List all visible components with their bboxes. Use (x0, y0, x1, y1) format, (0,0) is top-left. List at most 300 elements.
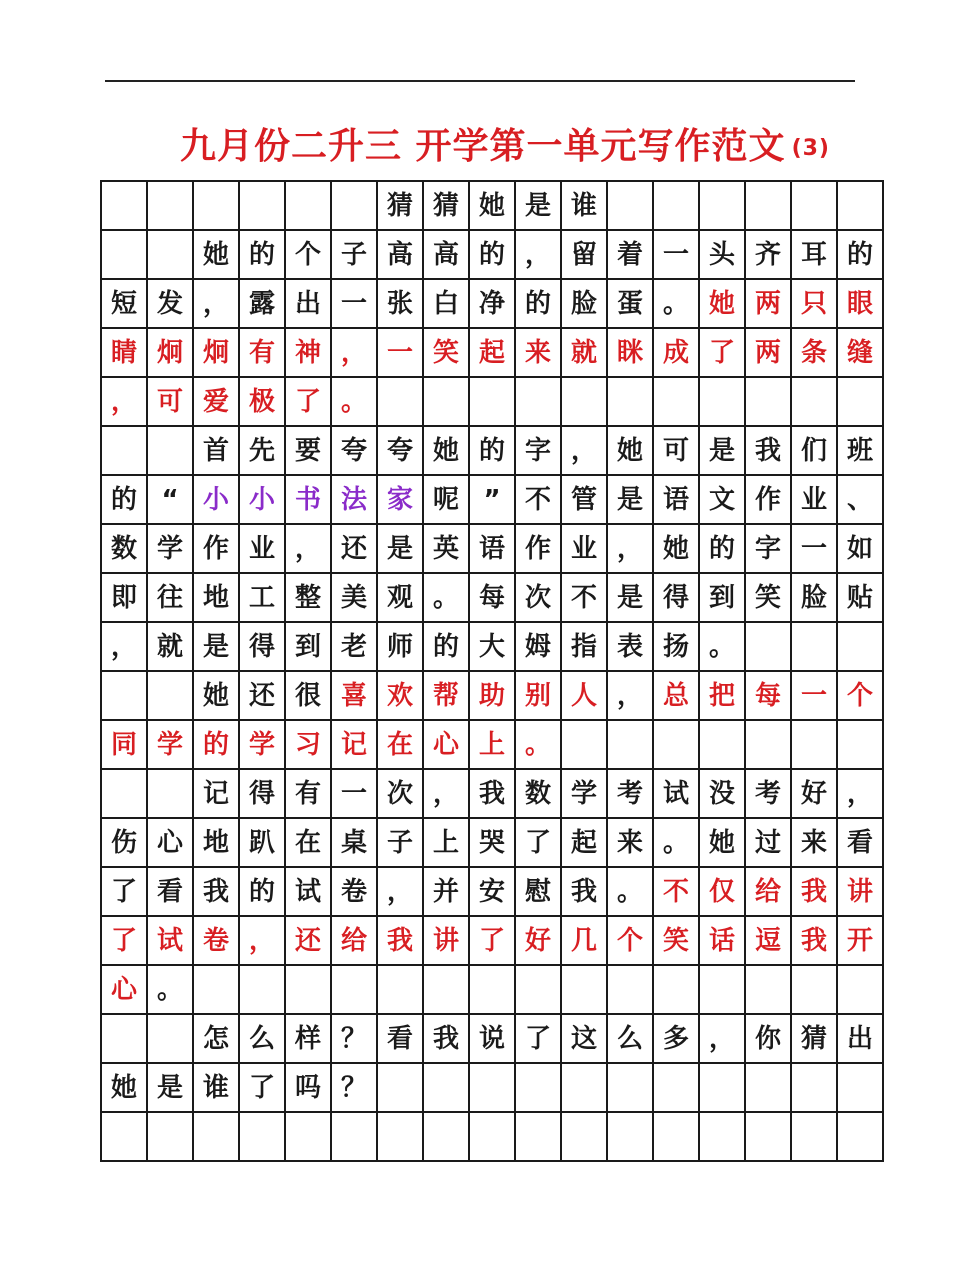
grid-cell-character: 趴 (239, 818, 285, 867)
grid-cell-character: ？ (331, 1014, 377, 1063)
grid-cell-character: 卷 (193, 916, 239, 965)
grid-cell-character: 记 (193, 769, 239, 818)
grid-cell-empty (653, 181, 699, 230)
grid-cell-character: 猜 (423, 181, 469, 230)
grid-cell-character: 可 (147, 377, 193, 426)
grid-cell-character: 谁 (561, 181, 607, 230)
grid-cell-character: 讲 (837, 867, 883, 916)
grid-cell-character: 作 (745, 475, 791, 524)
grid-cell-character: 她 (469, 181, 515, 230)
grid-cell-character: 来 (607, 818, 653, 867)
grid-cell-character: 了 (239, 1063, 285, 1112)
grid-cell-character: 了 (469, 916, 515, 965)
grid-cell-empty (837, 1112, 883, 1161)
grid-cell-empty (469, 965, 515, 1014)
grid-cell-character: 条 (791, 328, 837, 377)
grid-cell-character: 到 (285, 622, 331, 671)
grid-cell-character: 齐 (745, 230, 791, 279)
grid-cell-empty (193, 965, 239, 1014)
grid-cell-empty (561, 1063, 607, 1112)
grid-cell-empty (469, 1063, 515, 1112)
grid-cell-character: ， (331, 328, 377, 377)
grid-cell-character: 得 (239, 769, 285, 818)
grid-cell-character: 作 (515, 524, 561, 573)
grid-cell-empty (837, 622, 883, 671)
grid-cell-character: 考 (607, 769, 653, 818)
grid-cell-character: 的 (837, 230, 883, 279)
grid-cell-empty (561, 720, 607, 769)
grid-cell-character: 学 (239, 720, 285, 769)
grid-cell-empty (837, 965, 883, 1014)
grid-cell-empty (745, 965, 791, 1014)
grid-cell-character: 是 (607, 573, 653, 622)
grid-cell-character: 她 (193, 671, 239, 720)
grid-cell-character: 试 (653, 769, 699, 818)
grid-cell-character: 把 (699, 671, 745, 720)
grid-cell-character: 班 (837, 426, 883, 475)
grid-cell-character: 帮 (423, 671, 469, 720)
grid-cell-character: 先 (239, 426, 285, 475)
grid-cell-character: 慰 (515, 867, 561, 916)
grid-cell-empty (653, 965, 699, 1014)
grid-cell-character: 眯 (607, 328, 653, 377)
grid-cell-empty (147, 1112, 193, 1161)
grid-cell-character: 大 (469, 622, 515, 671)
grid-cell-empty (561, 1112, 607, 1161)
grid-cell-character: 出 (837, 1014, 883, 1063)
grid-cell-character: 猜 (791, 1014, 837, 1063)
grid-cell-empty (699, 965, 745, 1014)
grid-cell-character: 脸 (561, 279, 607, 328)
page-title (0, 118, 960, 169)
grid-cell-character: 逗 (745, 916, 791, 965)
grid-cell-character: 么 (607, 1014, 653, 1063)
grid-cell-empty (745, 181, 791, 230)
grid-cell-empty (239, 965, 285, 1014)
grid-cell-empty (699, 181, 745, 230)
grid-cell-character: 即 (101, 573, 147, 622)
grid-cell-character: ， (423, 769, 469, 818)
grid-cell-empty (285, 1112, 331, 1161)
grid-cell-empty (791, 1063, 837, 1112)
grid-cell-empty (699, 377, 745, 426)
grid-cell-character: 笑 (653, 916, 699, 965)
grid-cell-character: 的 (699, 524, 745, 573)
grid-cell-character: 业 (561, 524, 607, 573)
grid-cell-empty (837, 181, 883, 230)
grid-cell-empty (607, 377, 653, 426)
grid-cell-character: 。 (607, 867, 653, 916)
grid-cell-character: 贴 (837, 573, 883, 622)
grid-cell-character: 扬 (653, 622, 699, 671)
grid-row (101, 818, 883, 867)
grid-cell-character: 她 (423, 426, 469, 475)
grid-cell-character: 家 (377, 475, 423, 524)
grid-cell-character: 好 (515, 916, 561, 965)
grid-cell-character: 姆 (515, 622, 561, 671)
grid-cell-character: 是 (607, 475, 653, 524)
grid-cell-character: 一 (653, 230, 699, 279)
grid-cell-character: 多 (653, 1014, 699, 1063)
grid-cell-character: ， (607, 524, 653, 573)
grid-cell-character: 在 (285, 818, 331, 867)
grid-cell-character: 学 (561, 769, 607, 818)
grid-cell-character: 她 (699, 279, 745, 328)
grid-cell-character: 语 (469, 524, 515, 573)
grid-cell-character: 好 (791, 769, 837, 818)
grid-cell-character: 可 (653, 426, 699, 475)
grid-cell-character: 每 (745, 671, 791, 720)
grid-cell-character: 两 (745, 279, 791, 328)
grid-cell-empty (515, 1063, 561, 1112)
grid-cell-character: 。 (653, 279, 699, 328)
grid-cell-empty (331, 1112, 377, 1161)
grid-cell-character: 的 (101, 475, 147, 524)
grid-cell-empty (745, 622, 791, 671)
grid-cell-empty (561, 377, 607, 426)
grid-cell-character: 缝 (837, 328, 883, 377)
grid-cell-character: 次 (515, 573, 561, 622)
grid-cell-empty (147, 230, 193, 279)
grid-cell-character: 她 (653, 524, 699, 573)
grid-cell-empty (377, 377, 423, 426)
grid-cell-character: 眼 (837, 279, 883, 328)
grid-cell-character: 张 (377, 279, 423, 328)
grid-cell-character: 的 (515, 279, 561, 328)
grid-cell-character: 小 (239, 475, 285, 524)
grid-cell-character: 发 (147, 279, 193, 328)
grid-cell-character: 得 (653, 573, 699, 622)
grid-row (101, 1063, 883, 1112)
grid-cell-character: 了 (515, 1014, 561, 1063)
grid-row (101, 573, 883, 622)
grid-cell-character: 上 (423, 818, 469, 867)
grid-cell-character: 我 (791, 916, 837, 965)
grid-cell-character: 子 (331, 230, 377, 279)
grid-cell-character: 个 (607, 916, 653, 965)
grid-cell-character: 炯 (147, 328, 193, 377)
grid-cell-empty (745, 720, 791, 769)
grid-cell-character: 一 (331, 769, 377, 818)
grid-cell-character: 。 (423, 573, 469, 622)
grid-cell-empty (331, 181, 377, 230)
grid-cell-character: 不 (561, 573, 607, 622)
grid-row (101, 671, 883, 720)
grid-cell-empty (101, 426, 147, 475)
grid-cell-character: 的 (423, 622, 469, 671)
grid-cell-character: 习 (285, 720, 331, 769)
grid-cell-character: 高 (423, 230, 469, 279)
grid-cell-empty (423, 1063, 469, 1112)
grid-cell-empty (653, 720, 699, 769)
grid-cell-character: 她 (193, 230, 239, 279)
grid-cell-character: 学 (147, 524, 193, 573)
grid-cell-character: 观 (377, 573, 423, 622)
grid-cell-character: 业 (791, 475, 837, 524)
grid-cell-character: ” (469, 475, 515, 524)
grid-cell-empty (607, 1112, 653, 1161)
grid-cell-empty (607, 720, 653, 769)
grid-cell-character: 高 (377, 230, 423, 279)
grid-cell-empty (193, 1112, 239, 1161)
grid-cell-character: 一 (377, 328, 423, 377)
grid-cell-character: 心 (423, 720, 469, 769)
grid-cell-character: 。 (699, 622, 745, 671)
grid-cell-empty (423, 377, 469, 426)
grid-cell-character: 一 (791, 671, 837, 720)
grid-cell-empty (147, 1014, 193, 1063)
grid-cell-character: 给 (745, 867, 791, 916)
grid-cell-character: 几 (561, 916, 607, 965)
grid-cell-empty (147, 769, 193, 818)
grid-cell-character: 话 (699, 916, 745, 965)
grid-cell-empty (377, 965, 423, 1014)
grid-cell-character: 心 (101, 965, 147, 1014)
grid-row (101, 1014, 883, 1063)
grid-cell-empty (239, 1112, 285, 1161)
grid-cell-character: 数 (515, 769, 561, 818)
grid-cell-empty (607, 1063, 653, 1112)
grid-cell-empty (791, 181, 837, 230)
grid-cell-character: 了 (285, 377, 331, 426)
grid-cell-character: 在 (377, 720, 423, 769)
grid-cell-character: 讲 (423, 916, 469, 965)
grid-cell-empty (101, 769, 147, 818)
grid-cell-empty (607, 181, 653, 230)
grid-cell-character: 如 (837, 524, 883, 573)
grid-cell-character: 么 (239, 1014, 285, 1063)
grid-cell-character: 首 (193, 426, 239, 475)
grid-cell-empty (147, 671, 193, 720)
grid-cell-empty (147, 181, 193, 230)
grid-cell-character: 并 (423, 867, 469, 916)
grid-cell-empty (101, 230, 147, 279)
grid-cell-empty (699, 1063, 745, 1112)
grid-cell-empty (699, 1112, 745, 1161)
grid-cell-character: 师 (377, 622, 423, 671)
grid-cell-character: 不 (653, 867, 699, 916)
grid-cell-character: 同 (101, 720, 147, 769)
grid-cell-character: 我 (469, 769, 515, 818)
grid-cell-character: 仅 (699, 867, 745, 916)
grid-cell-character: 学 (147, 720, 193, 769)
grid-cell-character: 了 (699, 328, 745, 377)
grid-cell-character: 耳 (791, 230, 837, 279)
writing-grid (100, 180, 884, 1162)
grid-cell-character: 安 (469, 867, 515, 916)
grid-cell-character: ， (561, 426, 607, 475)
grid-cell-character: 笑 (423, 328, 469, 377)
grid-cell-character: ？ (331, 1063, 377, 1112)
grid-cell-character: 起 (469, 328, 515, 377)
grid-cell-character: 试 (147, 916, 193, 965)
grid-cell-character: 样 (285, 1014, 331, 1063)
grid-row (101, 524, 883, 573)
grid-cell-character: 要 (285, 426, 331, 475)
grid-cell-character: 呢 (423, 475, 469, 524)
grid-row (101, 230, 883, 279)
grid-cell-character: 我 (423, 1014, 469, 1063)
grid-cell-character: 是 (377, 524, 423, 573)
grid-row (101, 475, 883, 524)
grid-cell-character: 表 (607, 622, 653, 671)
grid-cell-character: 地 (193, 818, 239, 867)
grid-cell-character: 了 (515, 818, 561, 867)
grid-cell-empty (377, 1112, 423, 1161)
grid-cell-character: 有 (239, 328, 285, 377)
grid-cell-empty (101, 671, 147, 720)
grid-cell-character: 她 (607, 426, 653, 475)
grid-cell-character: 一 (331, 279, 377, 328)
grid-cell-empty (837, 377, 883, 426)
grid-cell-character: 法 (331, 475, 377, 524)
grid-row (101, 916, 883, 965)
grid-cell-character: 桌 (331, 818, 377, 867)
grid-cell-character: 小 (193, 475, 239, 524)
grid-cell-character: 你 (745, 1014, 791, 1063)
grid-cell-character: 。 (331, 377, 377, 426)
grid-cell-character: 没 (699, 769, 745, 818)
grid-cell-character: 是 (193, 622, 239, 671)
grid-cell-character: 说 (469, 1014, 515, 1063)
grid-cell-character: 每 (469, 573, 515, 622)
grid-cell-character: 上 (469, 720, 515, 769)
grid-cell-character: 美 (331, 573, 377, 622)
grid-cell-character: 我 (377, 916, 423, 965)
grid-cell-character: 一 (791, 524, 837, 573)
grid-cell-empty (699, 720, 745, 769)
grid-cell-character: 次 (377, 769, 423, 818)
grid-cell-character: 露 (239, 279, 285, 328)
grid-cell-character: 是 (515, 181, 561, 230)
grid-cell-character: 的 (469, 426, 515, 475)
grid-cell-empty (239, 181, 285, 230)
page-title-number: (3) (791, 136, 830, 161)
grid-cell-empty (101, 1014, 147, 1063)
page-title-main: 九月份二升三 开学第一单元写作范文 (180, 126, 786, 167)
grid-cell-character: 是 (699, 426, 745, 475)
grid-cell-character: 书 (285, 475, 331, 524)
grid-cell-character: 文 (699, 475, 745, 524)
grid-row (101, 279, 883, 328)
grid-cell-character: 到 (699, 573, 745, 622)
grid-cell-empty (653, 1063, 699, 1112)
grid-cell-empty (791, 965, 837, 1014)
grid-cell-empty (469, 377, 515, 426)
grid-cell-character: 整 (285, 573, 331, 622)
grid-cell-character: 她 (699, 818, 745, 867)
grid-cell-character: 就 (147, 622, 193, 671)
grid-cell-character: ， (239, 916, 285, 965)
grid-cell-character: ， (101, 377, 147, 426)
grid-cell-character: 极 (239, 377, 285, 426)
grid-cell-character: ， (193, 279, 239, 328)
grid-cell-empty (791, 720, 837, 769)
grid-cell-empty (285, 181, 331, 230)
grid-cell-empty (791, 1112, 837, 1161)
grid-cell-character: 个 (837, 671, 883, 720)
grid-cell-empty (791, 377, 837, 426)
grid-cell-character: 往 (147, 573, 193, 622)
grid-cell-character: 谁 (193, 1063, 239, 1112)
grid-cell-character: 的 (239, 230, 285, 279)
grid-cell-character: 神 (285, 328, 331, 377)
grid-cell-empty (745, 1112, 791, 1161)
grid-cell-character: 、 (837, 475, 883, 524)
grid-cell-character: 业 (239, 524, 285, 573)
grid-cell-character: 短 (101, 279, 147, 328)
grid-cell-character: 成 (653, 328, 699, 377)
grid-row (101, 720, 883, 769)
grid-cell-character: 字 (745, 524, 791, 573)
grid-cell-character: 来 (515, 328, 561, 377)
grid-row (101, 328, 883, 377)
grid-cell-character: 字 (515, 426, 561, 475)
grid-cell-character: 别 (515, 671, 561, 720)
grid-cell-character: 夸 (377, 426, 423, 475)
grid-cell-character: 炯 (193, 328, 239, 377)
grid-cell-character: 老 (331, 622, 377, 671)
grid-cell-character: 得 (239, 622, 285, 671)
grid-cell-character: 英 (423, 524, 469, 573)
grid-cell-character: 数 (101, 524, 147, 573)
grid-cell-character: 看 (377, 1014, 423, 1063)
grid-cell-character: 我 (745, 426, 791, 475)
grid-cell-character: “ (147, 475, 193, 524)
grid-cell-empty (377, 1063, 423, 1112)
grid-cell-empty (791, 622, 837, 671)
grid-cell-character: 这 (561, 1014, 607, 1063)
grid-cell-empty (423, 1112, 469, 1161)
grid-cell-character: 总 (653, 671, 699, 720)
grid-row (101, 622, 883, 671)
grid-cell-character: 的 (193, 720, 239, 769)
grid-cell-character: 助 (469, 671, 515, 720)
grid-cell-character: 不 (515, 475, 561, 524)
grid-cell-empty (653, 1112, 699, 1161)
grid-cell-empty (515, 377, 561, 426)
grid-cell-character: 。 (515, 720, 561, 769)
grid-cell-character: 个 (285, 230, 331, 279)
grid-cell-character: 记 (331, 720, 377, 769)
grid-cell-character: 净 (469, 279, 515, 328)
grid-cell-character: 还 (239, 671, 285, 720)
grid-cell-character: 是 (147, 1063, 193, 1112)
grid-cell-character: 哭 (469, 818, 515, 867)
grid-cell-character: 作 (193, 524, 239, 573)
grid-cell-empty (469, 1112, 515, 1161)
grid-cell-character: 。 (653, 818, 699, 867)
grid-cell-empty (193, 181, 239, 230)
grid-cell-character: 指 (561, 622, 607, 671)
grid-cell-character: 们 (791, 426, 837, 475)
grid-cell-character: 了 (101, 916, 147, 965)
grid-cell-character: 给 (331, 916, 377, 965)
grid-cell-character: 工 (239, 573, 285, 622)
grid-cell-character: 的 (469, 230, 515, 279)
grid-cell-character: 喜 (331, 671, 377, 720)
grid-cell-character: 子 (377, 818, 423, 867)
grid-cell-empty (101, 181, 147, 230)
grid-cell-empty (745, 1063, 791, 1112)
grid-cell-character: 还 (331, 524, 377, 573)
grid-cell-character: ， (101, 622, 147, 671)
grid-row (101, 867, 883, 916)
grid-cell-empty (423, 965, 469, 1014)
grid-cell-character: 语 (653, 475, 699, 524)
grid-row (101, 377, 883, 426)
grid-cell-character: 起 (561, 818, 607, 867)
